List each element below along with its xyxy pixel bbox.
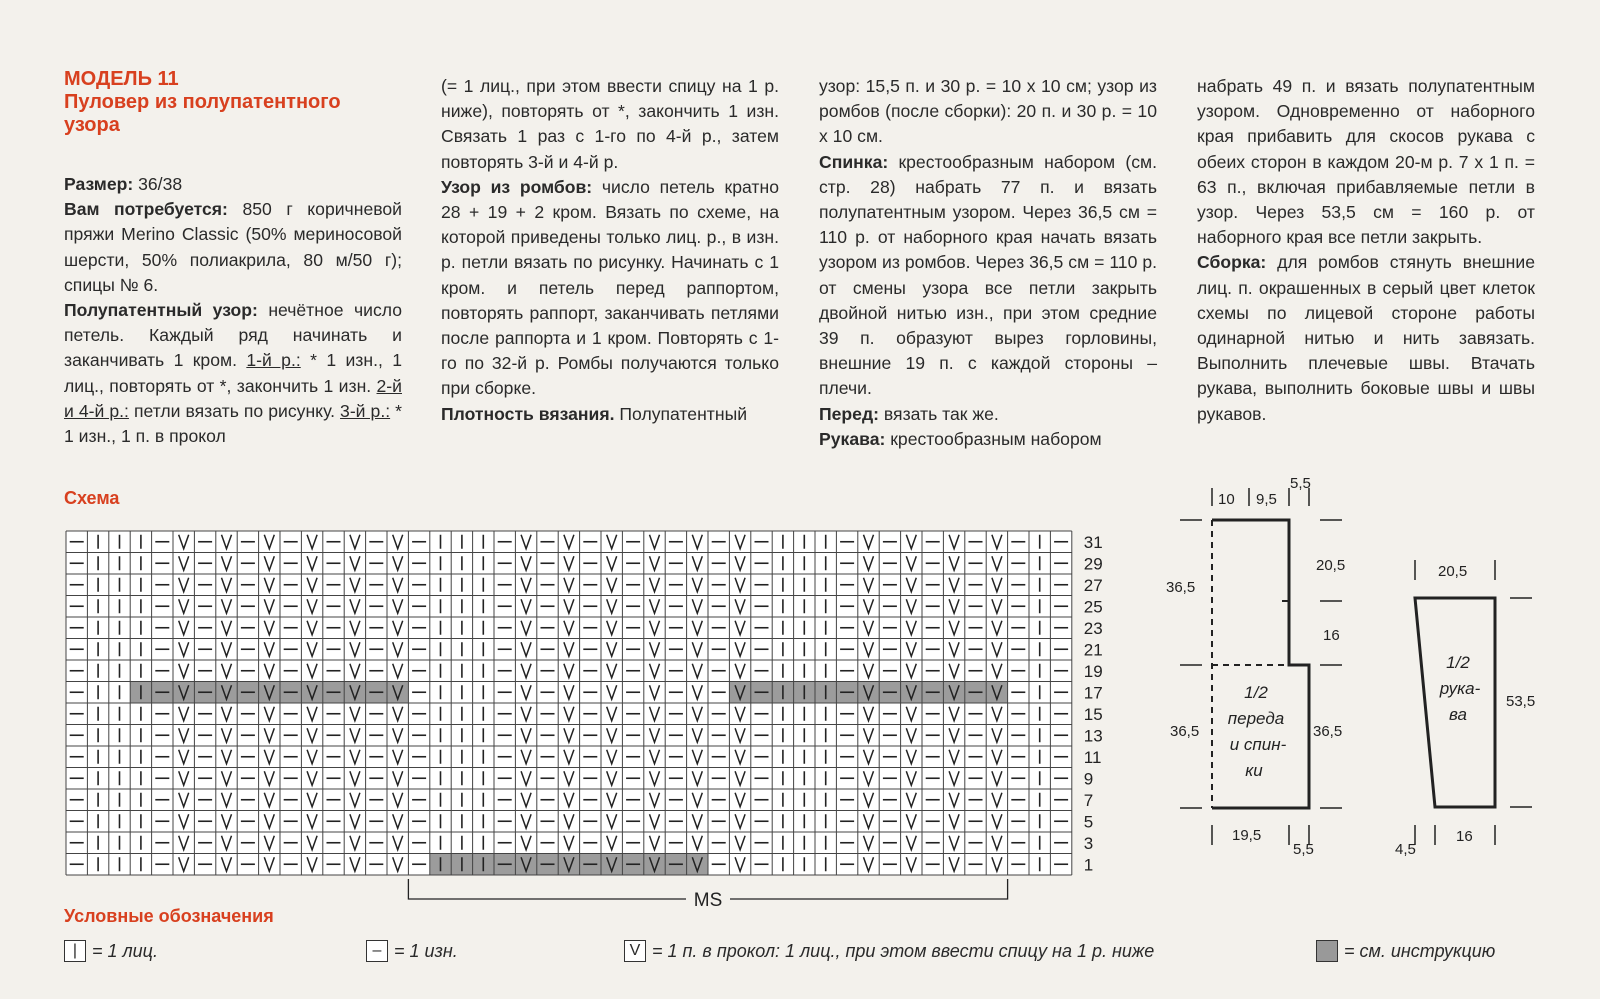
rhomb-paragraph xyxy=(441,175,779,402)
row-number: 31 xyxy=(1083,532,1103,552)
legend-gray-text: = см. инструкцию xyxy=(1344,940,1496,961)
repeat-label: MS xyxy=(693,890,723,911)
row-number: 15 xyxy=(1083,704,1103,724)
row-number: 5 xyxy=(1083,812,1094,832)
sleeve-label: Рукава: xyxy=(819,428,886,449)
model-title-block xyxy=(64,68,341,137)
rhomb-value: число петель кратно 28 + 19 + 2 кром. Вязать по схеме, на которой приведены только лиц. р., в изн. р. петли вязать по рисунку. Начинать с 1 кром. и петель перед раппортом, повторять раппорт, заканчивать петлями после раппорта и 1 кром. Повторять с 1-го по 32-й р. Ромбы получаются только при сборке. xyxy=(441,176,779,399)
density-value: Полупатентный xyxy=(614,403,748,424)
text-column-1 xyxy=(64,172,402,449)
body-label-l3: и спин- xyxy=(1229,735,1287,754)
body-bottom-a: 19,5 xyxy=(1232,827,1262,844)
body-label-l1: 1/2 xyxy=(1244,683,1268,702)
v-symbol: V xyxy=(624,940,646,962)
pattern-diagrams xyxy=(1166,475,1600,880)
materials-value: 850 г коричневой пряжи Merino Classic (50% мериносовой шерсти, 50% полиакрила, 80 м/50 г); спицы № 6. xyxy=(64,199,402,295)
body-right-upper: 20,5 xyxy=(1316,557,1346,574)
row-number: 27 xyxy=(1083,575,1103,595)
sleeve-label-l2: рука- xyxy=(1439,679,1481,698)
row-number: 13 xyxy=(1083,726,1103,746)
row3-value: * 1 изн., 1 п. в прокол xyxy=(64,400,402,447)
density-paragraph xyxy=(441,402,779,427)
row-number: 9 xyxy=(1083,769,1094,789)
sleeve-label-l1: 1/2 xyxy=(1446,653,1470,672)
body-top-a: 10 xyxy=(1218,491,1235,508)
row-number: 7 xyxy=(1083,790,1094,810)
sleeve-top: 20,5 xyxy=(1438,563,1468,580)
legend-purl-text: = 1 изн. xyxy=(394,940,458,961)
legend-title: Условные обозначения xyxy=(64,906,274,926)
schema-title: Схема xyxy=(64,488,120,508)
size-paragraph xyxy=(64,172,402,197)
back-value: крестообразным набором (см. стр. 28) набрать 77 п. и вязать полупатентным узором. Через 36,5 см = 110 р. от наборного края начать вязать узором из ромбов. Через 36,5 см = 110 р. от смены узора все петли закрыть двойной нитью изн., при этом средние 39 п. образуют вырез горловины, внешние 19 п. с каждой стороны – плечи. xyxy=(819,151,1157,399)
legend-purl xyxy=(366,940,458,962)
sleeve-paragraph xyxy=(819,427,1157,452)
row-number: 1 xyxy=(1083,855,1094,875)
size-value: 36/38 xyxy=(133,174,183,194)
legend-knit-text: = 1 лиц. xyxy=(92,940,158,961)
density-continued: узор: 15,5 п. и 30 р. = 10 х 10 см; узор из ромбов (после сборки): 20 п. и 30 р. = 10 х 10 см. xyxy=(819,76,1157,147)
back-paragraph xyxy=(819,150,1157,402)
model-number: МОДЕЛЬ 11 xyxy=(64,68,179,90)
row1-value: * 1 изн., 1 лиц., повторять от *, закончить 1 изн. xyxy=(64,350,403,396)
rhomb-label: Узор из ромбов: xyxy=(441,176,593,197)
size-label: Размер: xyxy=(64,174,134,194)
model-title-line2: узора xyxy=(64,114,120,136)
purl-symbol: – xyxy=(366,940,388,962)
body-label-l2: переда xyxy=(1227,709,1285,728)
materials-paragraph xyxy=(64,197,402,298)
sleeve-label-l3: ва xyxy=(1449,705,1467,724)
half-patent-paragraph xyxy=(64,298,402,449)
sleeve-bottom-a: 4,5 xyxy=(1395,841,1416,858)
legend-v-text: = 1 п. в прокол: 1 лиц., при этом ввести спицу на 1 р. ниже xyxy=(652,940,1155,961)
body-top-b: 9,5 xyxy=(1256,491,1277,508)
body-left-upper: 36,5 xyxy=(1166,579,1196,596)
body-bottom-b: 5,5 xyxy=(1293,841,1314,858)
text-column-3 xyxy=(819,74,1157,452)
row3-label: 3-й р.: xyxy=(340,400,391,421)
legend-knit xyxy=(64,940,158,962)
sleeve-value: крестообразным набором xyxy=(885,428,1102,449)
knit-symbol: | xyxy=(64,940,86,962)
sleeve-bottom-b: 16 xyxy=(1456,828,1473,845)
model-title-line1: Пуловер из полупатентного xyxy=(64,91,341,113)
sleeve-right: 53,5 xyxy=(1506,693,1536,710)
text-column-4 xyxy=(1197,74,1535,427)
front-label: Перед: xyxy=(819,403,879,424)
density-label: Плотность вязания. xyxy=(441,403,615,424)
row-number: 25 xyxy=(1083,597,1103,617)
body-left-lower: 36,5 xyxy=(1170,723,1200,740)
legend-v xyxy=(624,940,1154,962)
body-right-mid: 16 xyxy=(1323,627,1340,644)
text-column-2 xyxy=(441,74,779,427)
half-patent-continued: (= 1 лиц., при этом ввести спицу на 1 р. ниже), повторять от *, закончить 1 изн. Связать 1 раз с 1-го по 4-й р., затем повторять 3-й и 4-й р. xyxy=(441,76,779,172)
sleeve-continued: набрать 49 п. и вязать полупатентным узором. Одновременно от наборного края прибавить для скосов рукава с обеих сторон в каждом 20-м р. 7 х 1 п. = 63 п., включая прибавляемые петли в узор. Через 53,5 см = 160 р. от наборного края все петли закрыть. xyxy=(1197,76,1535,248)
materials-label: Вам потребуется: xyxy=(64,199,228,220)
front-paragraph xyxy=(819,402,1157,427)
assembly-paragraph xyxy=(1197,250,1535,426)
front-value: вязать так же. xyxy=(879,403,999,424)
row24-label: 2-й и 4-й р.: xyxy=(64,375,402,421)
row-number: 3 xyxy=(1083,833,1094,853)
row-number: 23 xyxy=(1083,618,1103,638)
legend-gray xyxy=(1316,940,1495,962)
gray-square-icon xyxy=(1316,940,1338,962)
body-right-lower: 36,5 xyxy=(1313,723,1343,740)
row-number: 19 xyxy=(1083,661,1103,681)
row-number: 29 xyxy=(1083,554,1103,574)
half-patent-value: нечётное число петель. Каждый ряд начинать и заканчивать 1 кром. xyxy=(64,300,403,371)
assembly-value: для ромбов стянуть внешние лиц. п. окрашенных в серый цвет клеток схемы по лицевой стороне работы одинарной нитью и нить завязать. Выполнить плечевые швы. Втачать рукава, выполнить боковые швы и швы рукавов. xyxy=(1197,252,1535,424)
row-number: 21 xyxy=(1083,640,1103,660)
sleeve-outline xyxy=(1415,598,1495,807)
knitting-chart xyxy=(60,530,1110,911)
body-label xyxy=(1228,683,1287,780)
body-top-c: 5,5 xyxy=(1290,475,1311,492)
body-diagram xyxy=(1180,488,1342,845)
half-patent-label: Полупатентный узор: xyxy=(64,300,258,321)
row-number: 11 xyxy=(1083,747,1102,767)
assembly-label: Сборка: xyxy=(1197,252,1267,273)
row-number: 17 xyxy=(1083,683,1103,703)
back-label: Спинка: xyxy=(819,151,889,172)
row24-value: петли вязать по рисунку. xyxy=(128,400,341,421)
body-label-l4: ки xyxy=(1245,761,1263,780)
row1-label: 1-й р.: xyxy=(246,350,301,371)
sleeve-label xyxy=(1439,653,1481,724)
